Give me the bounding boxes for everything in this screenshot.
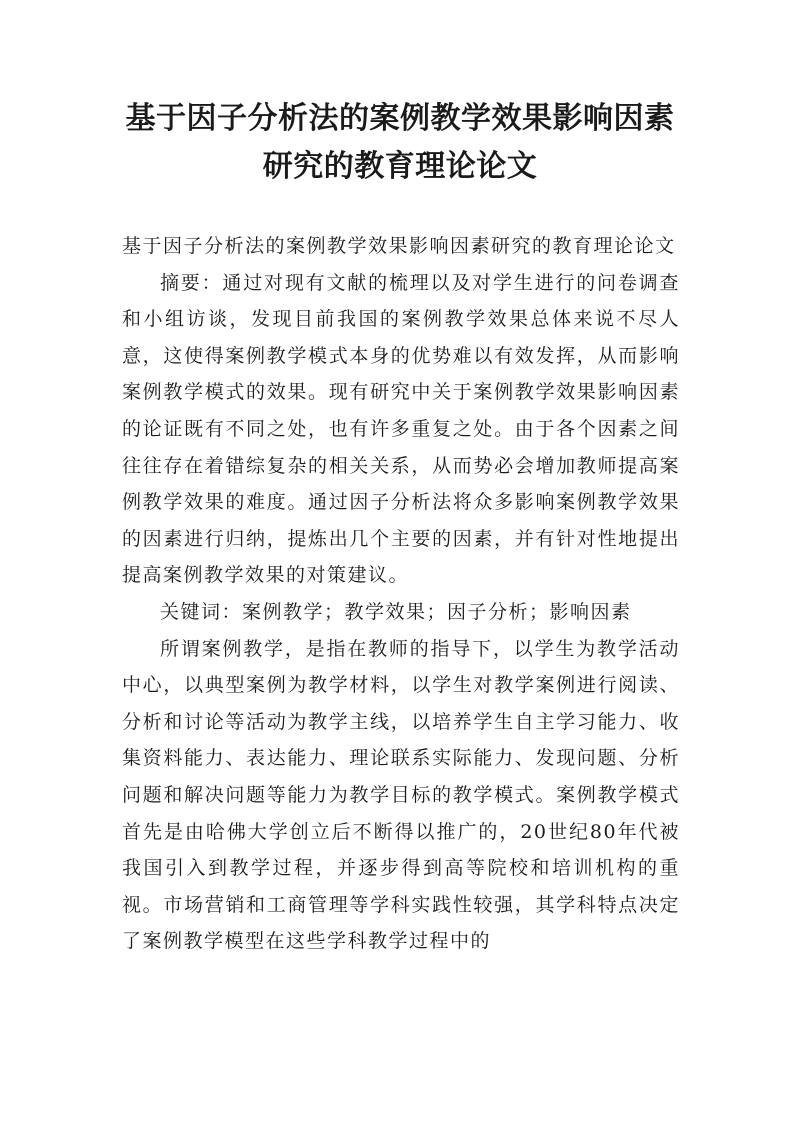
title-line-1: 基于因子分析法的案例教学效果影响因素	[125, 101, 675, 136]
keywords-paragraph: 关键词：案例教学；教学效果；因子分析；影响因素	[160, 600, 632, 623]
document-subtitle: 基于因子分析法的案例教学效果影响因素研究的教育理论论文	[122, 235, 676, 257]
document-body	[122, 228, 680, 960]
title-line-2: 研究的教育理论论文	[262, 149, 538, 184]
abstract-paragraph: 摘要：通过对现有文献的梳理以及对学生进行的问卷调查和小组访谈，发现目前我国的案例教学效果总体来说不尽人意，这使得案例教学模式本身的优势难以有效发挥，从而影响案例教学模式的效果。现有研究中关于案例教学效果影响因素的论证既有不同之处，也有许多重复之处。由于各个因素之间往往存在着错综复杂的相关关系，从而势必会增加教师提高案例教学效果的难度。通过因子分析法将众多影响案例教学效果的因素进行归纳，提炼出几个主要的因素，并有针对性地提出提高案例教学效果的对策建议。	[122, 271, 680, 587]
document-title	[100, 95, 700, 191]
body-paragraph: 所谓案例教学，是指在教师的指导下，以学生为教学活动中心，以典型案例为教学材料，以学生对教学案例进行阅读、分析和讨论等活动为教学主线，以培养学生自主学习能力、收集资料能力、表达能力、理论联系实际能力、发现问题、分析问题和解决问题等能力为教学目标的教学模式。案例教学模式首先是由哈佛大学创立后不断得以推广的，20世纪80年代被我国引入到教学过程，并逐步得到高等院校和培训机构的重视。市场营销和工商管理等学科实践性较强，其学科特点决定了案例教学模型在这些学科教学过程中的	[122, 637, 680, 953]
